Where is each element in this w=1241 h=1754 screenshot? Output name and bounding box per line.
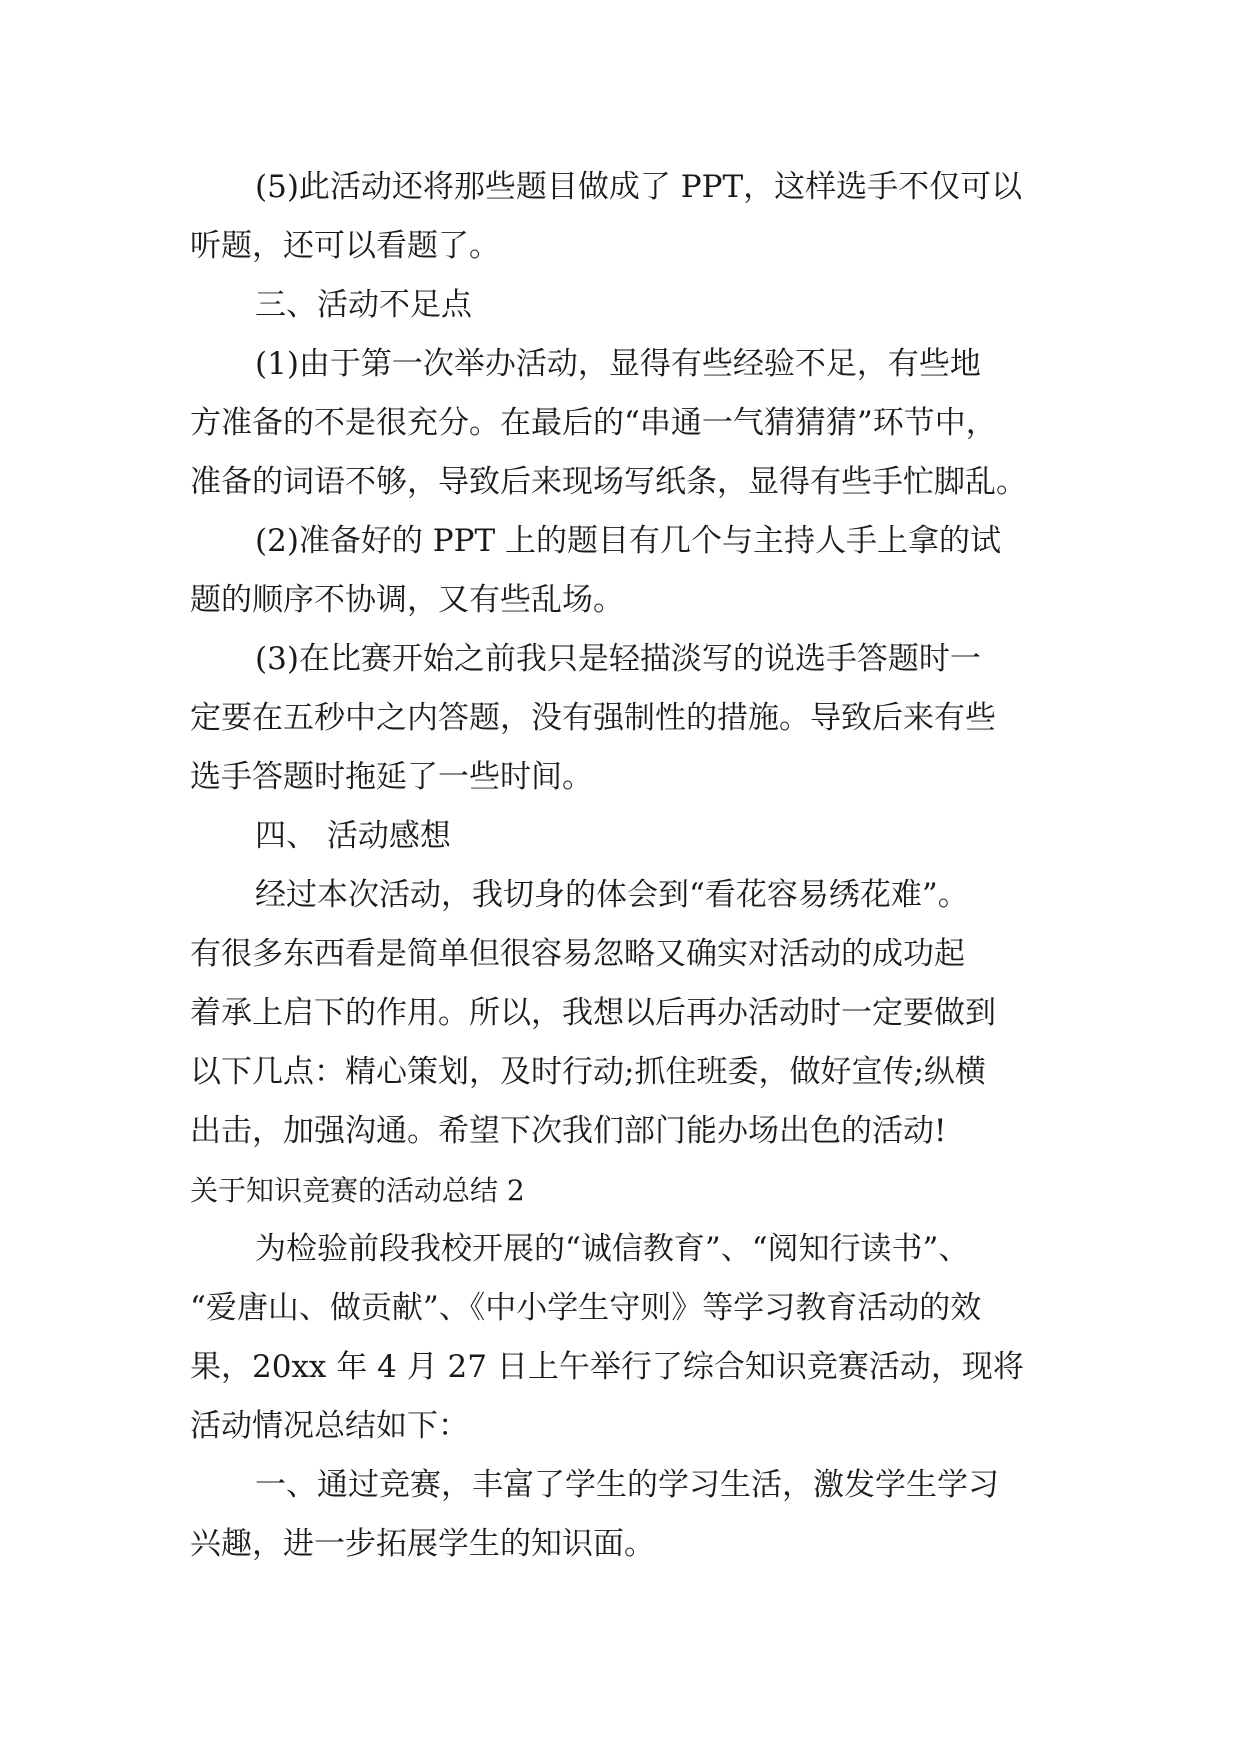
item1-line-1: (1)由于第一次举办活动，显得有些经验不足，有些地 [255,346,981,382]
intro-line-3: 果，20xx 年 4 月 27 日上午举行了综合知识竞赛活动，现将 [190,1349,1024,1385]
item1-line-2: 方准备的不是很充分。在最后的“串通一气猜猜猜”环节中， [190,405,997,441]
section-title: 关于知识竞赛的活动总结 2 [190,1174,525,1207]
reflection-line-5: 出击，加强沟通。希望下次我们部门能办场出色的活动! [190,1113,947,1149]
item2-line-1: (2)准备好的 PPT 上的题目有几个与主持人手上拿的试 [255,523,1002,559]
item2-line-2: 题的顺序不协调，又有些乱场。 [190,582,624,618]
item1-line-3: 准备的词语不够，导致后来现场写纸条，显得有些手忙脚乱。 [190,464,1027,500]
item3-line-2: 定要在五秒中之内答题，没有强制性的措施。导致后来有些 [190,700,996,736]
reflection-line-1: 经过本次活动，我切身的体会到“看花容易绣花难”。 [255,877,969,913]
point1-line-1: 一、通过竞赛，丰富了学生的学习生活，激发学生学习 [255,1467,999,1503]
item5-line-1: (5)此活动还将那些题目做成了 PPT，这样选手不仅可以 [255,169,1023,205]
intro-line-1: 为检验前段我校开展的“诚信教育”、“阅知行读书”、 [255,1231,970,1267]
item3-line-1: (3)在比赛开始之前我只是轻描淡写的说选手答题时一 [255,641,981,677]
reflection-line-3: 着承上启下的作用。所以，我想以后再办活动时一定要做到 [190,995,996,1031]
reflection-line-2: 有很多东西看是简单但很容易忽略又确实对活动的成功起 [190,936,965,972]
heading-shortcomings: 三、活动不足点 [255,287,472,323]
reflection-line-4: 以下几点：精心策划，及时行动;抓住班委，做好宣传;纵横 [190,1054,986,1090]
item3-line-3: 选手答题时拖延了一些时间。 [190,759,593,795]
heading-reflections: 四、 活动感想 [255,818,451,854]
document-page [190,158,1055,1574]
intro-line-2: “爱唐山、做贡献”、《中小学生守则》等学习教育活动的效 [190,1290,982,1326]
intro-line-4: 活动情况总结如下： [190,1408,469,1444]
point1-line-2: 兴趣，进一步拓展学生的知识面。 [190,1526,655,1562]
item5-line-2: 听题，还可以看题了。 [190,228,500,264]
